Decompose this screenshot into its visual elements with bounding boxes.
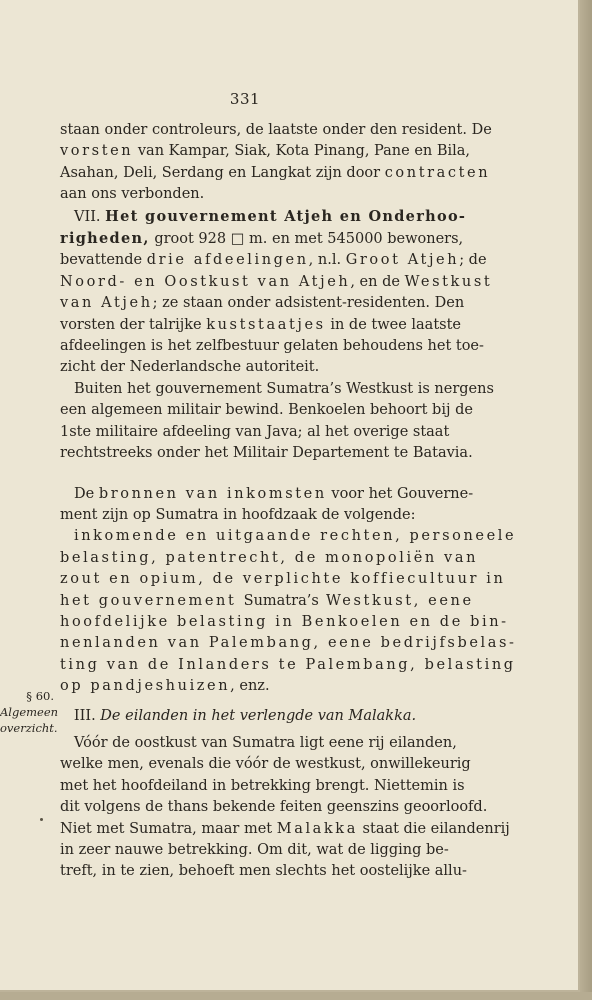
text-line: een algemeen militair bewind. Benkoelen behoort bij de — [60, 402, 473, 419]
text-line: zicht der Nederlandsche autoriteit. — [60, 359, 320, 376]
text-line — [60, 484, 474, 505]
text-line — [60, 315, 461, 336]
page-edge-bottom — [0, 992, 592, 1000]
text-line — [60, 163, 491, 184]
paragraph-5 — [60, 733, 510, 883]
text-line: zout en opium, de verplichte koffiecultuur in — [60, 571, 506, 588]
spaced-term: het gouvernement — [60, 592, 244, 609]
text-run: , enz. — [230, 678, 270, 695]
text-line: rechtstreeks onder het Militair Departement te Batavia. — [60, 445, 473, 462]
text-line: ting van de Inlanders te Palembang, belasting — [60, 656, 516, 673]
text-run: De — [74, 485, 99, 502]
text-line: nenlanden van Palembang, eene bedrijfsbelas- — [60, 635, 517, 652]
bold-heading: righeden, — [60, 230, 150, 248]
text-run: in de twee laatste — [325, 316, 461, 333]
text-line: treft, in te zien, behoeft men slechts het oostelijke allu- — [60, 863, 467, 880]
text-line — [60, 206, 467, 228]
text-run: bevattende — [60, 252, 147, 269]
text-line: staan onder controleurs, de laatste onder den resident. De — [60, 122, 492, 138]
text-run: ; ze staan onder adsistent-residenten. Den — [152, 295, 465, 312]
margin-note — [0, 688, 59, 736]
text-line — [60, 293, 465, 314]
text-line — [60, 141, 471, 162]
text-line: hoofdelijke belasting in Benkoelen en de bin- — [60, 613, 509, 630]
spaced-term: van Atjeh — [60, 295, 153, 312]
spaced-term: vorsten — [60, 143, 134, 160]
text-line: belasting, patentrecht, de monopoliën van — [60, 549, 479, 566]
text-run: Niet met Sumatra, maar met — [60, 820, 277, 837]
spaced-term: op pandjeshuizen — [60, 678, 231, 695]
text-line — [60, 819, 510, 840]
text-line: met het hoofdeiland in betrekking brengt. Niettemin is — [60, 777, 465, 794]
spaced-term: Groot Atjeh — [345, 252, 460, 269]
text-run: Sumatra’s — [243, 592, 319, 609]
section-heading — [60, 706, 430, 727]
spaced-term: Westkust, eene — [318, 592, 474, 609]
text-line — [60, 591, 474, 612]
text-line: Buiten het gouvernement Sumatra’s Westkust is nergens — [74, 380, 494, 397]
text-run: Asahan, Deli, Serdang en Langkat zijn door — [60, 164, 385, 181]
text-line: 1ste militaire afdeeling van Java; al het overige staat — [60, 423, 450, 440]
margin-note-line-2: overzicht. — [0, 721, 58, 735]
spaced-term: drie afdeelingen — [146, 252, 309, 269]
text-run: , n.l. — [308, 252, 346, 269]
text-run: van Kampar, Siak, Kota Pinang, Pane en Bila, — [133, 143, 471, 160]
spaced-term: Westkust — [404, 273, 493, 290]
margin-section-number: § 60. — [26, 689, 54, 703]
spaced-term: Noord- en Oostkust van Atjeh — [60, 273, 351, 290]
spaced-term: kuststaatjes — [206, 316, 326, 333]
text-run: ; de — [459, 252, 487, 269]
section-numeral: III. — [73, 707, 96, 724]
paragraph-3 — [60, 379, 494, 465]
text-line: ment zijn op Sumatra in hoofdzaak de volgende: — [60, 506, 416, 523]
page-number: 331 — [229, 90, 261, 108]
paragraph-2 — [60, 206, 493, 379]
text-line: welke men, evenals die vóór de westkust, onwillekeurig — [60, 756, 471, 773]
text-line: afdeelingen is het zelfbestuur gelaten behoudens het toe- — [60, 338, 484, 355]
text-line: Vóór de oostkust van Sumatra ligt eene rij eilanden, — [74, 734, 457, 751]
text-run: , en de — [350, 273, 405, 290]
text-line: inkomende en uitgaande rechten, personeele — [74, 528, 517, 545]
body-text — [60, 120, 517, 883]
text-line: dit volgens de thans bekende feiten geenszins geoorloofd. — [60, 799, 488, 816]
text-line — [60, 676, 430, 697]
paragraph-1 — [60, 120, 492, 206]
ink-speck — [40, 818, 43, 821]
spaced-term: Malakka — [276, 820, 358, 837]
text-run: VII. — [74, 208, 106, 225]
text-line: in zeer nauwe betrekking. Om dit, wat de ligging be- — [60, 842, 449, 858]
text-run: vorsten der talrijke — [60, 316, 207, 333]
text-line — [60, 250, 487, 271]
page-edge-right — [580, 0, 592, 1000]
text-run: staat die eilandenrij — [357, 820, 510, 837]
spaced-term: bronnen van inkomsten — [98, 485, 327, 502]
section-title: De eilanden in het verlengde van Malakka. — [100, 707, 417, 724]
paragraph-4 — [60, 484, 517, 698]
text-line: aan ons verbonden. — [60, 186, 205, 203]
margin-note-line-1: Algemeen — [0, 705, 59, 719]
paragraph-gap — [60, 465, 430, 484]
text-line — [60, 228, 464, 250]
spaced-term: contracten — [384, 164, 491, 181]
bold-heading: Het gouvernement Atjeh en Onderhoo- — [105, 207, 467, 225]
text-run: groot 928 □ m. en met 545000 bewoners, — [149, 231, 464, 248]
text-line — [60, 272, 493, 293]
text-run: voor het Gouverne- — [326, 485, 474, 502]
